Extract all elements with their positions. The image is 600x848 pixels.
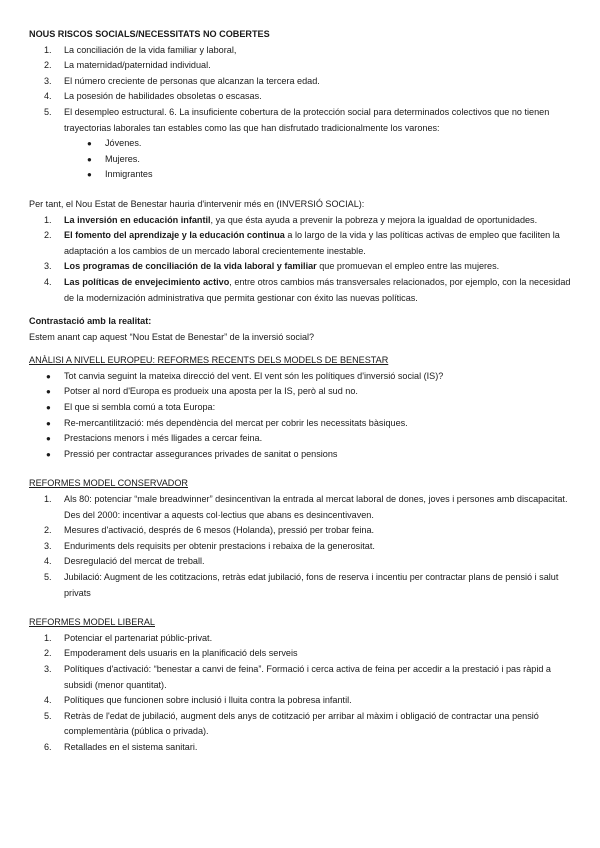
list-item: 2. Mesures d'activació, després de 6 mesos (Holanda), pressió per trobar feina. (44, 525, 375, 536)
european-analysis-list (29, 369, 574, 463)
social-investment-list (29, 213, 574, 307)
list-item: 5. Retràs de l'edat de jubilació, augment dels anys de cotització per arribar al màxim i obligació de contractar una pensió complementària (pública o privada). (44, 710, 539, 737)
list-item: ● Inmigrantes (29, 167, 574, 183)
list-item: 1. Potenciar el partenariat públic-privat. (44, 632, 213, 643)
bullet-icon: ● (87, 170, 92, 180)
liberal-model-list (29, 631, 574, 756)
bullet-icon: ● (87, 139, 92, 149)
bullet-icon: ● (46, 434, 51, 444)
list-item: ● Mujeres. (29, 152, 574, 168)
reality-check-title: Contrastació amb la realitat: (29, 316, 152, 327)
list-item: 3. El número creciente de personas que alcanzan la tercera edad. (44, 75, 320, 86)
reality-check-question: Estem anant cap aquest “Nou Estat de Benestar” de la inversió social? (29, 331, 315, 342)
bullet-icon: ● (46, 418, 51, 428)
list-item: 5. El desempleo estructural. 6. La insuficiente cobertura de la protección social para determinados colectivos que no tienen trayectorias laborales tan estables como las que han disfrutado tradicionalmente los varones: (44, 106, 550, 133)
list-item: 3. Polítiques d'activació: “benestar a canvi de feina”. Formació i cerca activa de feina per accedir a la prestació i pas ràpid a subsidi (menor quantitat). (44, 663, 551, 690)
list-item: 2. Empoderament dels usuaris en la planificació dels serveis (44, 648, 298, 659)
bullet-icon: ● (46, 403, 51, 413)
list-item: ● El que si sembla comú a tota Europa: (29, 400, 574, 416)
list-item: 1. Als 80: potenciar “male breadwinner” desincentivan la entrada al mercat laboral de dones, joves i persones amb discapacitat. Des del 2000: incentivar a aquests col·lectius que abans es desincentivaven. (44, 494, 568, 520)
bullet-icon: ● (46, 387, 51, 397)
list-item: 2. La maternidad/paternidad individual. (44, 60, 211, 71)
european-analysis-title: ANÀLISI A NIVELL EUROPEU: REFORMES RECENTS DELS MODELS DE BENESTAR (29, 355, 389, 366)
list-item: ● Tot canvia seguint la mateixa direcció del vent. El vent són les polítiques d'inversió social (IS)? (29, 369, 574, 385)
list-item: 1. La conciliación de la vida familiar y laboral, (44, 44, 237, 55)
list-item: 3. Enduriments dels requisits per obtenir prestacions i rebaixa de la generositat. (44, 540, 375, 551)
list-item: ● Pressió per contractar assegurances privades de sanitat o pensions (29, 447, 574, 463)
new-risks-list (29, 43, 574, 137)
list-item: 4. Polítiques que funcionen sobre inclusió i lluita contra la pobresa infantil. (44, 695, 352, 706)
bullet-icon: ● (87, 154, 92, 164)
list-item: 4. La posesión de habilidades obsoletas o escasas. (44, 91, 262, 102)
document-page (29, 27, 574, 756)
list-item: ● Prestacions menors i més lligades a cercar feina. (29, 431, 574, 447)
social-investment-intro: Per tant, el Nou Estat de Benestar hauria d'intervenir més en (INVERSIÓ SOCIAL): (29, 198, 365, 209)
list-item: 2. El fomento del aprendizaje y la educación continua a lo largo de la vida y las políticas activas de empleo que faciliten la adaptación a los cambios de un mercado laboral crecientemente inestable. (44, 230, 560, 256)
bullet-icon: ● (46, 449, 51, 459)
list-item: 4. Las políticas de envejecimiento activo, entre otros cambios más transversales relacionados, por ejemplo, con la necesidad de la modernización administrativa que permita gestionar con éxito las nuevas políticas. (44, 276, 571, 303)
bullet-icon: ● (46, 371, 51, 381)
list-item: ● Jóvenes. (29, 136, 574, 152)
list-item: 1. La inversión en educación infantil, ya que ésta ayuda a prevenir la pobreza y mejora la igualdad de oportunidades. (44, 214, 538, 225)
section-title-new-risks: NOUS RISCOS SOCIALS/NECESSITATS NO COBERTES (29, 29, 270, 39)
conservative-model-title: REFORMES MODEL CONSERVADOR (29, 478, 188, 489)
conservative-model-list (29, 492, 574, 601)
list-item: 3. Los programas de conciliación de la vida laboral y familiar que promuevan el empleo entre las mujeres. (44, 261, 500, 272)
list-item: 5. Jubilació: Augment de les cotitzacions, retràs edat jubilació, fons de reserva i incentiu per contractar plans de pensió i salut privats (44, 572, 559, 598)
list-item: ● Re-mercantilització: més dependència del mercat per cobrir les necessitats bàsiques. (29, 416, 574, 432)
list-item: ● Potser al nord d'Europa es produeix una aposta per la IS, però al sud no. (29, 384, 574, 400)
list-item: 6. Retallades en el sistema sanitari. (44, 741, 198, 752)
collectives-list (29, 136, 574, 183)
liberal-model-title: REFORMES MODEL LIBERAL (29, 617, 155, 628)
list-item: 4. Desregulació del mercat de treball. (44, 556, 205, 567)
